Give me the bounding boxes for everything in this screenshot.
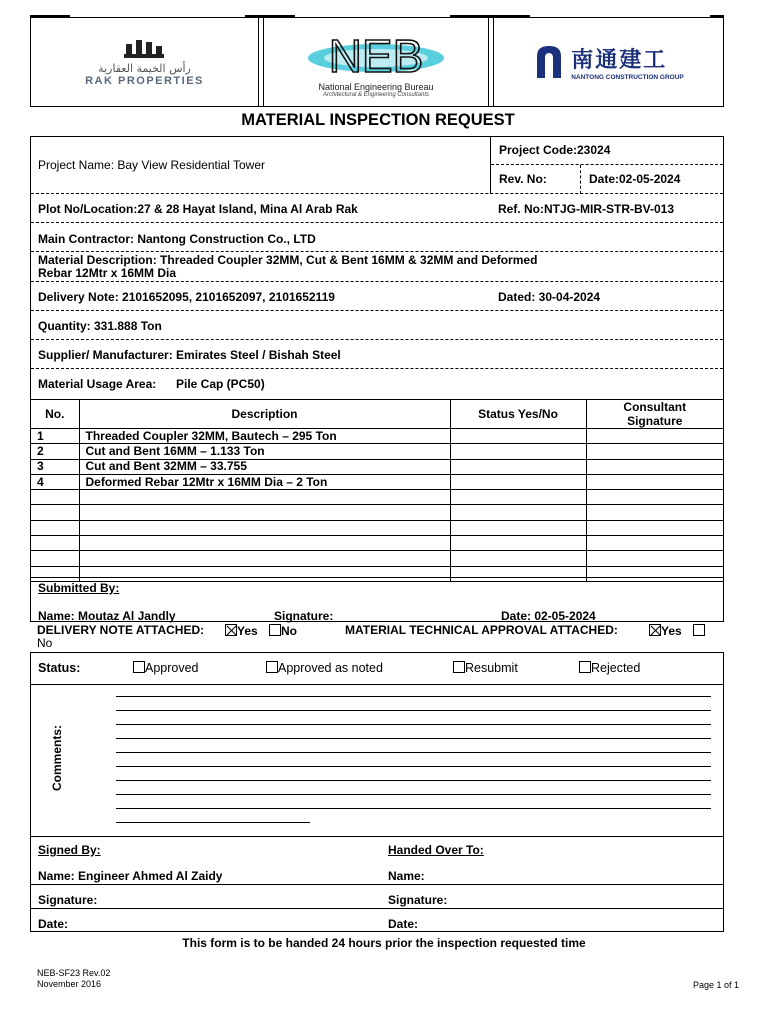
quantity-row bbox=[31, 311, 723, 340]
project-meta bbox=[490, 137, 723, 194]
usage-row bbox=[31, 369, 723, 399]
item-description bbox=[79, 551, 450, 566]
material-description-line1: Material Description: Threaded Coupler 32MM, Cut & Bent 16MM & 32MM and Deformed bbox=[38, 253, 538, 267]
table-row bbox=[31, 505, 723, 520]
table-row bbox=[31, 429, 723, 444]
item-consultant-signature-cell[interactable] bbox=[586, 536, 723, 551]
signoff-section bbox=[31, 837, 723, 933]
project-name: Project Name: Bay View Residential Tower bbox=[38, 158, 265, 172]
item-description: Deformed Rebar 12Mtr x 16MM Dia – 2 Ton bbox=[79, 474, 450, 489]
comments-area[interactable] bbox=[31, 685, 723, 837]
approval-yes-label: Yes bbox=[661, 624, 682, 638]
logo-header bbox=[30, 17, 724, 107]
submitted-name: Name: Moutaz Al Jandly bbox=[38, 609, 176, 623]
item-status-cell[interactable] bbox=[450, 444, 586, 459]
comment-line bbox=[116, 710, 711, 711]
col-header-description: Description bbox=[79, 400, 450, 429]
supplier-row bbox=[31, 340, 723, 369]
nantong-english-name: NANTONG CONSTRUCTION GROUP bbox=[571, 74, 684, 81]
approval-no-label: No bbox=[37, 636, 53, 650]
items-header-row bbox=[31, 400, 723, 429]
rak-arabic-name: رأس الخيمة العقارية bbox=[98, 61, 191, 75]
item-consultant-signature-cell[interactable] bbox=[586, 490, 723, 505]
item-description bbox=[79, 520, 450, 535]
usage-area-value: Pile Cap (PC50) bbox=[176, 377, 265, 391]
item-no bbox=[31, 505, 79, 520]
rak-mark-icon bbox=[122, 38, 166, 60]
approved-label: Approved bbox=[145, 661, 199, 675]
rev-no: Rev. No: bbox=[491, 165, 581, 194]
request-form bbox=[30, 136, 724, 622]
item-no bbox=[31, 566, 79, 581]
item-description bbox=[79, 505, 450, 520]
item-consultant-signature-cell[interactable] bbox=[586, 566, 723, 581]
item-status-cell[interactable] bbox=[450, 536, 586, 551]
item-status-cell[interactable] bbox=[450, 474, 586, 489]
neb-logo bbox=[263, 18, 489, 106]
table-row bbox=[31, 474, 723, 489]
item-status-cell[interactable] bbox=[450, 551, 586, 566]
item-no: 1 bbox=[31, 429, 79, 444]
delivery-yes-label: Yes bbox=[237, 624, 258, 638]
signed-date-label: Date: bbox=[38, 917, 69, 931]
rak-name: RAK PROPERTIES bbox=[85, 74, 204, 87]
table-row bbox=[31, 459, 723, 474]
delivery-yes-checkbox[interactable] bbox=[225, 624, 237, 636]
signed-signature-label: Signature: bbox=[38, 893, 98, 907]
table-row bbox=[31, 551, 723, 566]
handed-over-label: Handed Over To: bbox=[388, 843, 484, 857]
plot-row bbox=[31, 194, 723, 223]
item-consultant-signature-cell[interactable] bbox=[586, 551, 723, 566]
table-row bbox=[31, 444, 723, 459]
table-row bbox=[31, 490, 723, 505]
item-consultant-signature-cell[interactable] bbox=[586, 474, 723, 489]
handed-name: Name: bbox=[388, 869, 425, 883]
item-no bbox=[31, 520, 79, 535]
comment-line bbox=[116, 822, 310, 823]
neb-name: National Engineering Bureau bbox=[318, 82, 434, 92]
nantong-logo bbox=[493, 18, 723, 106]
submitted-divider bbox=[31, 577, 723, 578]
comment-line bbox=[116, 696, 711, 697]
usage-area-label: Material Usage Area: bbox=[38, 377, 157, 391]
item-status-cell[interactable] bbox=[450, 505, 586, 520]
comment-line bbox=[116, 766, 711, 767]
material-description-line2: Rebar 12Mtr x 16MM Dia bbox=[38, 266, 177, 280]
rak-properties-logo bbox=[31, 18, 259, 106]
request-date: Date:02-05-2024 bbox=[589, 172, 681, 186]
item-description bbox=[79, 490, 450, 505]
comment-line bbox=[116, 724, 711, 725]
item-consultant-signature-cell[interactable] bbox=[586, 429, 723, 444]
item-consultant-signature-cell[interactable] bbox=[586, 520, 723, 535]
rejected-label: Rejected bbox=[591, 661, 641, 675]
comments-label: Comments: bbox=[50, 725, 64, 792]
col-header-no: No. bbox=[31, 400, 79, 429]
supplier: Supplier/ Manufacturer: Emirates Steel / Bishah Steel bbox=[38, 348, 341, 362]
items-table bbox=[31, 399, 723, 582]
status-label: Status: bbox=[38, 661, 81, 675]
item-no: 4 bbox=[31, 474, 79, 489]
form-number: NEB-SF23 Rev.02 bbox=[37, 968, 111, 978]
item-status-cell[interactable] bbox=[450, 566, 586, 581]
approved-as-noted-checkbox[interactable] bbox=[266, 661, 278, 673]
approval-no-checkbox[interactable] bbox=[693, 624, 705, 636]
item-no: 2 bbox=[31, 444, 79, 459]
main-contractor: Main Contractor: Nantong Construction Co., LTD bbox=[38, 232, 316, 246]
page-number: Page 1 of 1 bbox=[692, 980, 739, 990]
submitted-signature-label: Signature: bbox=[274, 609, 334, 623]
item-no bbox=[31, 551, 79, 566]
approved-checkbox[interactable] bbox=[133, 661, 145, 673]
status-row bbox=[31, 653, 723, 685]
comment-line bbox=[116, 738, 711, 739]
comment-line bbox=[116, 780, 711, 781]
handed-date-label: Date: bbox=[388, 917, 419, 931]
item-description: Threaded Coupler 32MM, Bautech – 295 Ton bbox=[79, 429, 450, 444]
table-row bbox=[31, 520, 723, 535]
material-description-row bbox=[31, 252, 723, 282]
neb-mark-text: NEB bbox=[328, 30, 424, 82]
item-no: 3 bbox=[31, 459, 79, 474]
item-status-cell[interactable] bbox=[450, 520, 586, 535]
item-consultant-signature-cell[interactable] bbox=[586, 505, 723, 520]
form-title: MATERIAL INSPECTION REQUEST bbox=[241, 111, 515, 129]
comment-line bbox=[116, 752, 711, 753]
item-status-cell[interactable] bbox=[450, 490, 586, 505]
item-no bbox=[31, 536, 79, 551]
neb-subtitle: Architectural & Engineering Consultants bbox=[322, 92, 430, 98]
neb-mark-icon bbox=[301, 26, 451, 84]
signoff-signature-row bbox=[31, 885, 723, 909]
item-status-cell[interactable] bbox=[450, 429, 586, 444]
delivery-no-checkbox[interactable] bbox=[269, 624, 281, 636]
handed-signature-label: Signature: bbox=[388, 893, 448, 907]
item-consultant-signature-cell[interactable] bbox=[586, 459, 723, 474]
status-section bbox=[30, 652, 724, 932]
comment-line bbox=[116, 808, 711, 809]
item-description bbox=[79, 536, 450, 551]
handover-note: This form is to be handed 24 hours prior the inspection requested time bbox=[182, 936, 586, 950]
item-consultant-signature-cell[interactable] bbox=[586, 444, 723, 459]
quantity: Quantity: 331.888 Ton bbox=[38, 319, 162, 333]
ref-no: Ref. No:NTJG-MIR-STR-BV-013 bbox=[498, 202, 675, 216]
item-description bbox=[79, 566, 450, 581]
contractor-row bbox=[31, 223, 723, 252]
delivery-note: Delivery Note: 2101652095, 2101652097, 2101652119 bbox=[38, 290, 335, 304]
form-reference bbox=[37, 968, 110, 990]
nantong-chinese-name: 南通建工 bbox=[571, 47, 668, 73]
col-header-status: Status Yes/No bbox=[450, 400, 586, 429]
plot-location: Plot No/Location:27 & 28 Hayat Island, Mina Al Arab Rak bbox=[38, 202, 358, 216]
delivery-row bbox=[31, 282, 723, 311]
approval-attached-label: MATERIAL TECHNICAL APPROVAL ATTACHED: bbox=[345, 623, 618, 637]
item-status-cell[interactable] bbox=[450, 459, 586, 474]
signed-by-label: Signed By: bbox=[38, 843, 101, 857]
nantong-mark-icon bbox=[533, 42, 565, 82]
project-row bbox=[31, 137, 723, 194]
submitted-date: Date: 02-05-2024 bbox=[501, 609, 596, 623]
project-code: Project Code:23024 bbox=[491, 137, 723, 165]
comment-line bbox=[116, 794, 711, 795]
resubmit-label: Resubmit bbox=[465, 661, 518, 675]
item-description: Cut and Bent 16MM – 1.133 Ton bbox=[79, 444, 450, 459]
approval-yes-checkbox[interactable] bbox=[649, 624, 661, 636]
signed-name: Name: Engineer Ahmed Al Zaidy bbox=[38, 869, 223, 883]
item-no bbox=[31, 490, 79, 505]
delivery-dated: Dated: 30-04-2024 bbox=[498, 290, 601, 304]
table-row bbox=[31, 566, 723, 581]
resubmit-checkbox[interactable] bbox=[453, 661, 465, 673]
col-header-consultant: Consultant Signature bbox=[586, 400, 723, 429]
delivery-attached-label: DELIVERY NOTE ATTACHED: bbox=[37, 623, 205, 637]
item-description: Cut and Bent 32MM – 33.755 bbox=[79, 459, 450, 474]
rejected-checkbox[interactable] bbox=[579, 661, 591, 673]
submitted-by-label: Submitted By: bbox=[38, 581, 120, 595]
table-row bbox=[31, 536, 723, 551]
approved-as-noted-label: Approved as noted bbox=[278, 661, 383, 675]
delivery-no-label: No bbox=[281, 624, 297, 638]
form-date: November 2016 bbox=[37, 979, 102, 989]
